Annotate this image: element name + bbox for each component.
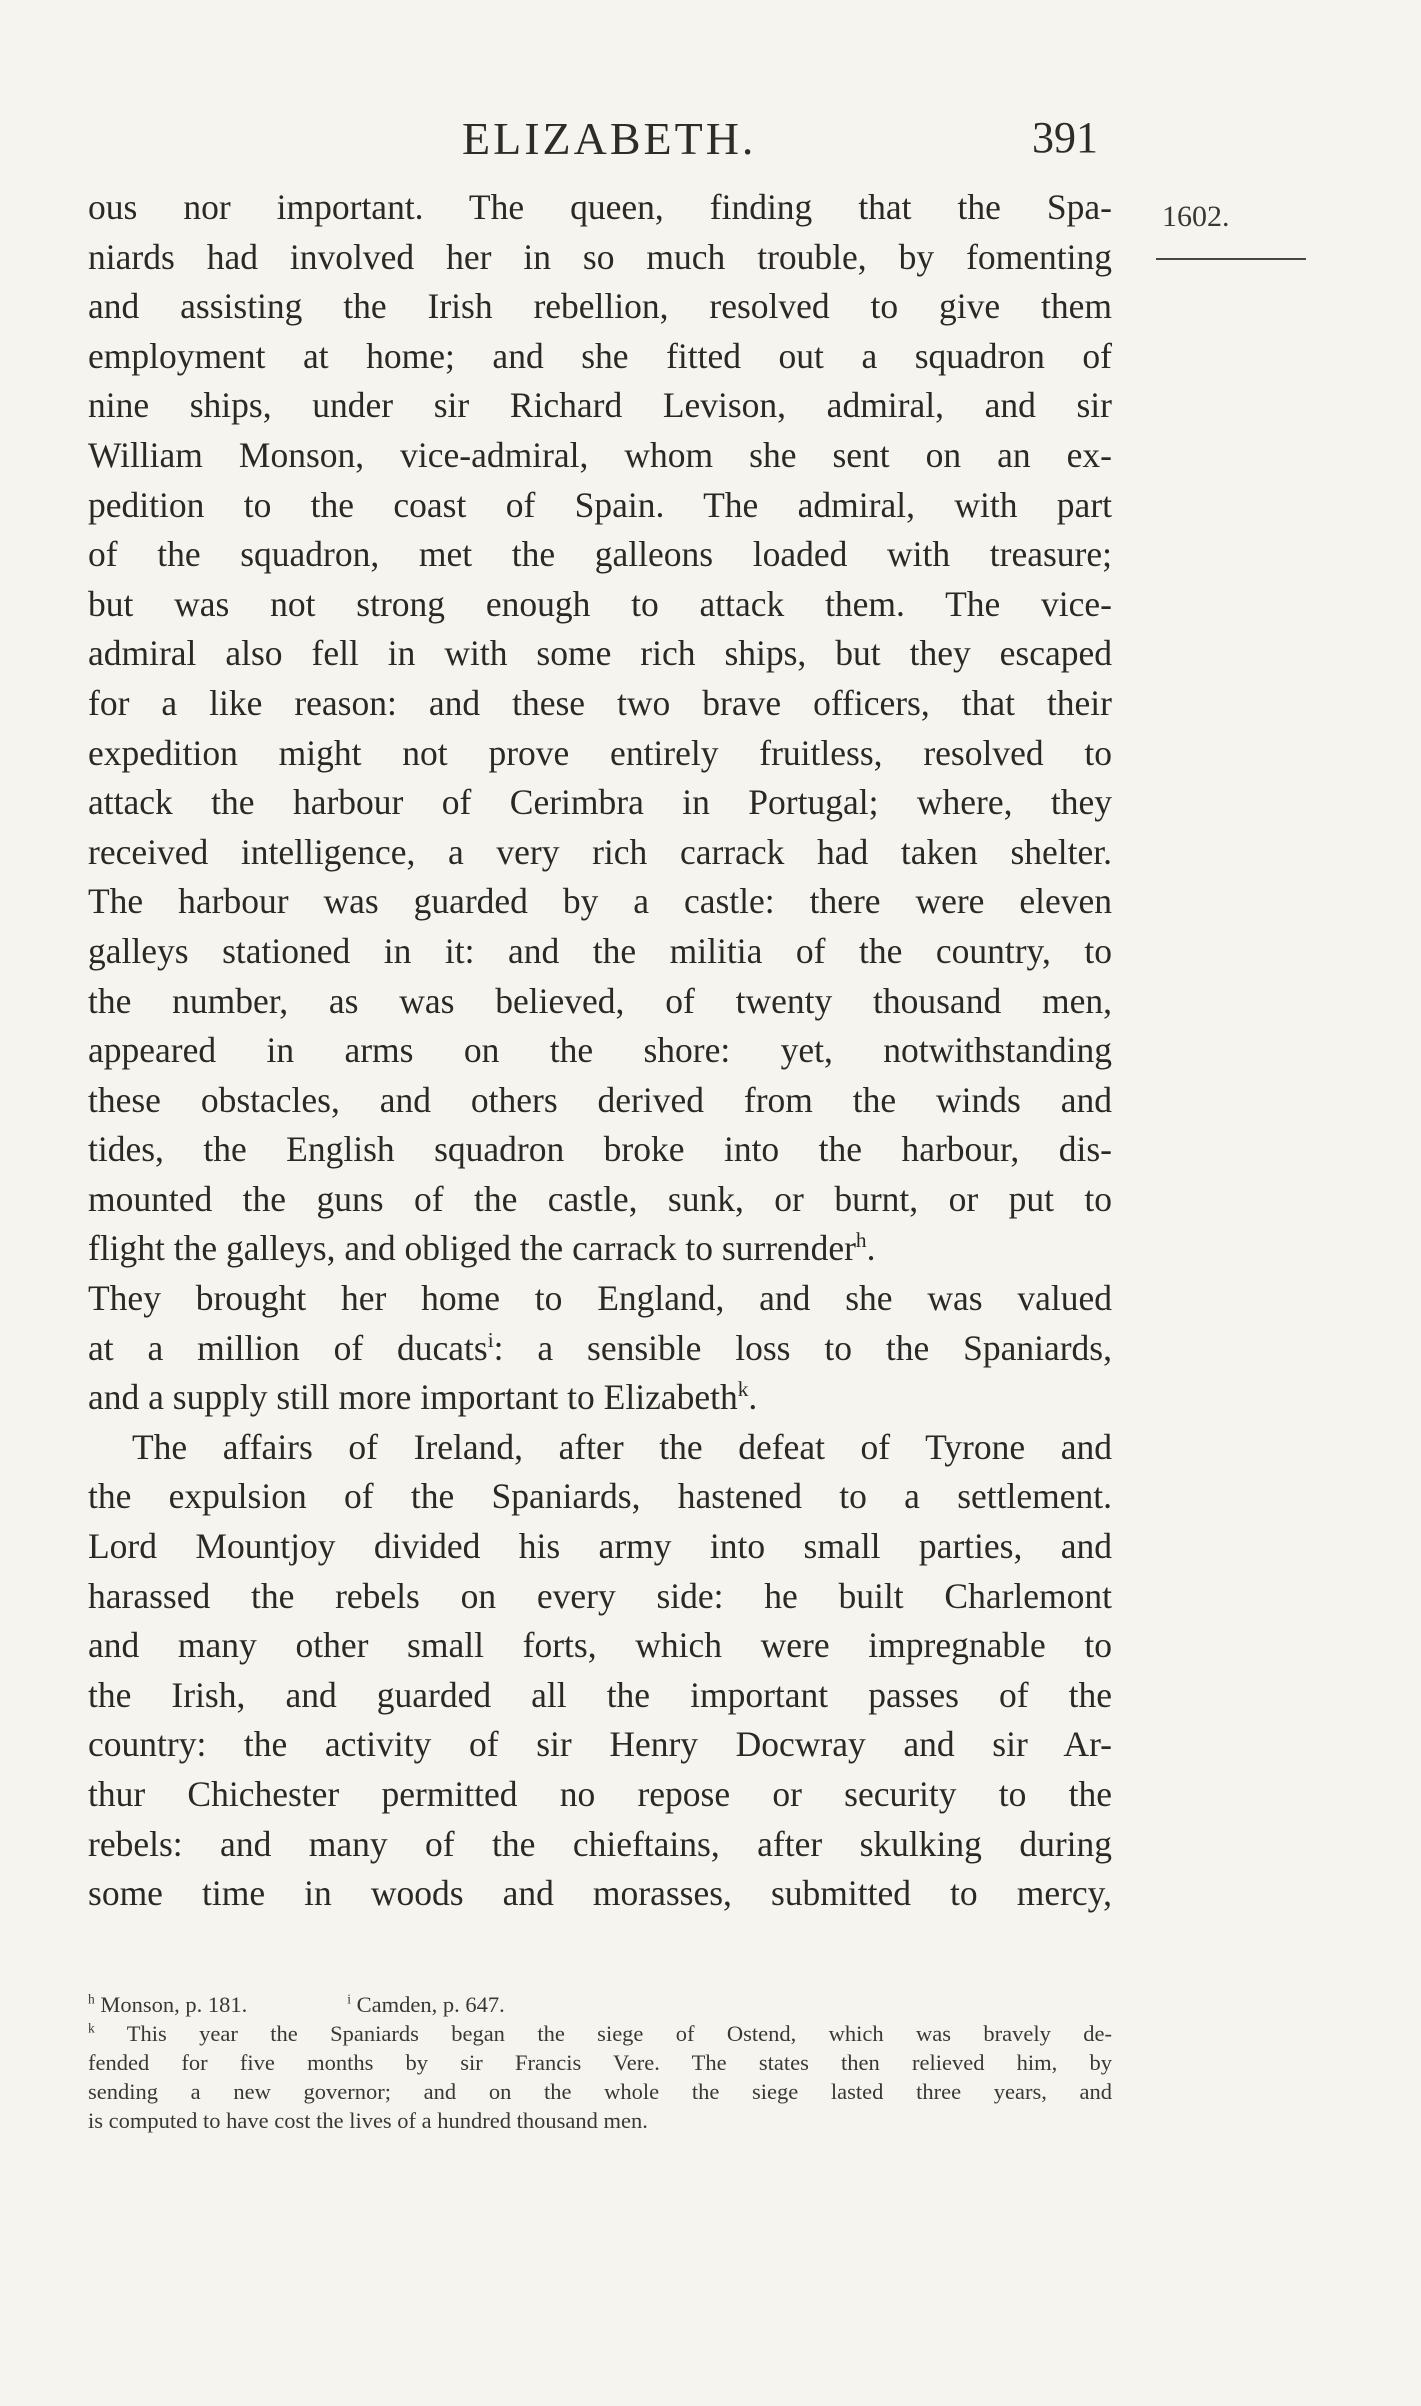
footnote-line: sending a new governor; and on the whole the siege lasted three years, and (88, 2079, 1112, 2104)
body-line-text: and a supply still more important to Elizabeth (88, 1377, 738, 1418)
body-line: but was not strong enough to attack them. The vice- (88, 583, 1112, 624)
footnote-ref-i: i (487, 1327, 494, 1352)
footnote-line (88, 2019, 1112, 2048)
footnote-ref-h: h (855, 1228, 867, 1253)
page-number: 391 (1032, 113, 1098, 162)
body-line: received intelligence, a very rich carrack had taken shelter. (88, 831, 1112, 872)
body-line: for a like reason: and these two brave officers, that their (88, 682, 1112, 723)
body-line: The harbour was guarded by a castle: there were eleven (88, 881, 1112, 922)
body-line-text: at a million of ducats (88, 1327, 488, 1368)
footnote-mark-k: k (88, 2020, 95, 2036)
body-line: tides, the English squadron broke into the harbour, dis- (88, 1129, 1112, 1170)
footnote-i-text: Camden, p. 647. (356, 1992, 505, 2017)
body-line: flight the galleys, and obliged the carrack to surrender$^h$. (88, 1228, 876, 1269)
body-line: admiral also fell in with some rich ships, but they escaped (88, 633, 1112, 674)
footnote-ref-k: k (737, 1377, 749, 1402)
footnote-k-text: This year the Spaniards began the siege of Ostend, which was bravely de- (126, 2021, 1113, 2046)
body-line (88, 1324, 1112, 1374)
body-line: attack the harbour of Cerimbra in Portugal; where, they (88, 782, 1112, 823)
body-line: these obstacles, and others derived from the winds and (88, 1079, 1112, 1120)
body-line: mounted the guns of the castle, sunk, or burnt, or put to (88, 1178, 1112, 1219)
body-line-text: : a sensible loss to the Spaniards, (493, 1327, 1112, 1368)
body-line: nine ships, under sir Richard Levison, admiral, and sir (88, 385, 1112, 426)
body-line: some time in woods and morasses, submitted to mercy, (88, 1873, 1112, 1914)
body-line: Lord Mountjoy divided his army into small parties, and (88, 1526, 1112, 1567)
body-line: galleys stationed in it: and the militia of the country, to (88, 930, 1112, 971)
body-line: and many other small forts, which were impregnable to (88, 1625, 1112, 1666)
body-line: William Monson, vice-admiral, whom she sent on an ex- (88, 434, 1112, 475)
body-line: niards had involved her in so much trouble, by fomenting (88, 236, 1112, 277)
body-line: ous nor important. The queen, finding that the Spa- (88, 187, 1112, 227)
footnote-line: fended for five months by sir Francis Vere. The states then relieved him, by (88, 2050, 1112, 2075)
footnote-h-text: Monson, p. 181. (100, 1992, 248, 2017)
body-line: expedition might not prove entirely fruitless, resolved to (88, 732, 1112, 773)
body-line: employment at home; and she fitted out a squadron of (88, 335, 1112, 376)
body-line: rebels: and many of the chieftains, after skulking during (88, 1823, 1112, 1864)
body-line: harassed the rebels on every side: he built Charlemont (88, 1575, 1112, 1616)
body-line: the Irish, and guarded all the important passes of the (88, 1674, 1112, 1715)
page-header (0, 112, 1421, 172)
body-line: The affairs of Ireland, after the defeat of Tyrone and (132, 1426, 1112, 1467)
footnotes (88, 1990, 1112, 2135)
body-text (88, 183, 1112, 1919)
footnote-line (88, 1990, 1112, 2019)
body-line: and assisting the Irish rebellion, resolved to give them (88, 286, 1112, 327)
margin-year: 1602. (1162, 200, 1230, 233)
body-line: They brought her home to England, and she was valued (88, 1278, 1112, 1319)
footnote-line: is computed to have cost the lives of a hundred thousand men. (88, 2108, 648, 2133)
footnote-mark-h: h (88, 1991, 95, 2007)
body-line: the expulsion of the Spaniards, hastened to a settlement. (88, 1476, 1112, 1517)
body-line: pedition to the coast of Spain. The admiral, with part (88, 484, 1112, 525)
margin-rule (1156, 258, 1306, 260)
body-line: country: the activity of sir Henry Docwray and sir Ar- (88, 1724, 1112, 1765)
running-title: ELIZABETH. (462, 113, 757, 164)
footnote-mark-i: i (347, 1991, 352, 2007)
body-line: and a supply still more important to Elizabeth$^k$. (88, 1377, 758, 1418)
body-line-text: flight the galleys, and obliged the carrack to surrender (88, 1228, 856, 1269)
body-line: appeared in arms on the shore: yet, notwithstanding (88, 1030, 1112, 1071)
body-line: thur Chichester permitted no repose or security to the (88, 1774, 1112, 1814)
body-line: the number, as was believed, of twenty thousand men, (88, 980, 1112, 1021)
body-line: of the squadron, met the galleons loaded with treasure; (88, 534, 1112, 575)
